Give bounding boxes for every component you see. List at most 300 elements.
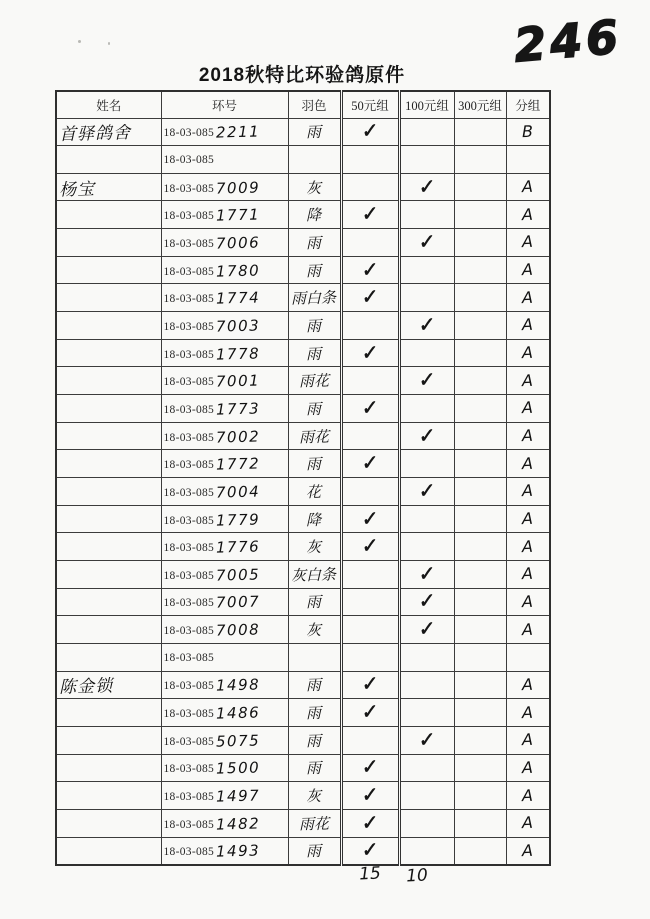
checkmark-50yuan: ✓ — [361, 396, 379, 420]
name-cell — [56, 450, 161, 478]
name-cell — [56, 422, 161, 450]
ring-prefix-printed: 18-03-085 — [163, 486, 215, 499]
feather-color-cell — [288, 173, 341, 201]
checkmark-50yuan: ✓ — [361, 839, 379, 863]
feather-handwritten: 雨 — [306, 123, 322, 142]
group-300yuan-cell — [454, 837, 506, 865]
ring-cell — [161, 809, 288, 837]
feather-color-cell — [288, 782, 341, 810]
feather-handwritten: 雨花 — [298, 427, 330, 446]
checkmark-50yuan: ✓ — [361, 701, 379, 725]
ring-cell — [161, 312, 288, 340]
checkmark-100yuan: ✓ — [418, 424, 436, 448]
feather-color-cell — [288, 478, 341, 506]
group-50yuan-cell — [341, 173, 399, 201]
feather-color-cell — [288, 754, 341, 782]
feather-color-cell — [288, 699, 341, 727]
group-300yuan-cell — [454, 339, 506, 367]
ring-suffix-handwritten: 1500 — [215, 758, 261, 778]
group-letter-handwritten: A — [522, 425, 534, 446]
group-50yuan-cell — [341, 809, 399, 837]
group-100yuan-cell — [399, 505, 454, 533]
ring-prefix-printed: 18-03-085 — [163, 154, 215, 167]
feather-color-cell — [288, 284, 341, 312]
group-100yuan-cell — [399, 201, 454, 229]
group-300yuan-cell — [454, 256, 506, 284]
ring-cell — [161, 561, 288, 589]
name-cell — [56, 505, 161, 533]
group-letter-handwritten: A — [522, 259, 534, 280]
feather-handwritten: 雨 — [306, 399, 322, 419]
ring-prefix-printed: 18-03-085 — [163, 708, 215, 721]
feather-color-cell — [288, 505, 341, 533]
ring-suffix-handwritten: 1779 — [215, 509, 261, 530]
group-letter-cell — [506, 809, 550, 837]
group-letter-handwritten: A — [522, 813, 534, 833]
ring-cell — [161, 229, 288, 257]
table-row — [56, 782, 550, 810]
feather-color-cell — [288, 616, 341, 644]
group-50yuan-cell — [341, 312, 399, 340]
ring-prefix-printed: 18-03-085 — [163, 625, 215, 638]
table-row — [56, 367, 550, 395]
name-cell — [56, 173, 161, 201]
group-300yuan-cell — [454, 367, 506, 395]
group-letter-cell — [506, 782, 550, 810]
name-cell — [56, 643, 161, 671]
feather-handwritten: 灰 — [306, 178, 322, 197]
checkmark-50yuan: ✓ — [361, 535, 379, 559]
feather-handwritten: 雨花 — [298, 814, 330, 834]
header-100yuan: 100元组 — [399, 91, 454, 118]
group-300yuan-cell — [454, 146, 506, 174]
group-50yuan-cell — [341, 146, 399, 174]
table-row — [56, 699, 550, 727]
group-letter-handwritten: A — [522, 536, 534, 556]
ring-cell — [161, 395, 288, 423]
table-row — [56, 726, 550, 754]
ring-cell — [161, 616, 288, 644]
group-letter-cell — [506, 699, 550, 727]
group-letter-cell — [506, 367, 550, 395]
ring-suffix-handwritten: 7007 — [215, 592, 261, 613]
group-50yuan-cell — [341, 422, 399, 450]
feather-color-cell — [288, 588, 341, 616]
ring-cell — [161, 146, 288, 174]
group-letter-cell — [506, 561, 550, 589]
ring-cell — [161, 671, 288, 699]
group-100yuan-cell — [399, 561, 454, 589]
feather-handwritten: 雨 — [306, 344, 322, 363]
group-300yuan-cell — [454, 699, 506, 727]
group-letter-cell — [506, 533, 550, 561]
table-row — [56, 809, 550, 837]
name-cell — [56, 256, 161, 284]
feather-handwritten: 雨白条 — [291, 288, 337, 308]
feather-handwritten: 雨 — [306, 316, 322, 336]
ring-prefix-printed: 18-03-085 — [163, 237, 215, 250]
group-50yuan-cell — [341, 256, 399, 284]
group-50yuan-cell — [341, 782, 399, 810]
checkmark-100yuan: ✓ — [418, 562, 436, 586]
name-cell — [56, 782, 161, 810]
table-row — [56, 561, 550, 589]
ring-prefix-printed: 18-03-085 — [163, 818, 215, 831]
group-300yuan-cell — [454, 201, 506, 229]
name-cell — [56, 118, 161, 146]
name-cell — [56, 561, 161, 589]
ring-suffix-handwritten: 1771 — [215, 205, 261, 225]
checkmark-100yuan: ✓ — [418, 479, 436, 503]
checkmark-100yuan: ✓ — [418, 313, 436, 337]
ring-suffix-handwritten: 1778 — [215, 344, 261, 364]
ring-prefix-printed: 18-03-085 — [163, 597, 215, 610]
group-letter-handwritten: A — [522, 398, 534, 418]
group-letter-cell — [506, 284, 550, 312]
feather-color-cell — [288, 312, 341, 340]
name-cell — [56, 837, 161, 865]
ring-prefix-printed: 18-03-085 — [163, 210, 215, 223]
group-300yuan-cell — [454, 726, 506, 754]
ring-cell — [161, 256, 288, 284]
group-letter-cell — [506, 256, 550, 284]
group-letter-handwritten: A — [522, 342, 534, 363]
ring-prefix-printed: 18-03-085 — [163, 376, 215, 389]
name-cell — [56, 395, 161, 423]
ring-cell — [161, 367, 288, 395]
ring-suffix-handwritten: 2211 — [215, 122, 261, 142]
name-cell — [56, 312, 161, 340]
feather-handwritten: 雨 — [306, 731, 322, 750]
group-letter-handwritten: A — [522, 287, 534, 307]
checkmark-100yuan: ✓ — [418, 618, 436, 642]
header-group: 分组 — [506, 91, 550, 118]
ring-suffix-handwritten: 5075 — [215, 731, 261, 751]
feather-color-cell — [288, 726, 341, 754]
header-feather: 羽色 — [288, 91, 341, 118]
ring-prefix-printed: 18-03-085 — [163, 320, 215, 333]
feather-handwritten: 雨 — [306, 593, 322, 612]
group-100yuan-cell — [399, 339, 454, 367]
group-letter-cell — [506, 726, 550, 754]
checkmark-50yuan: ✓ — [361, 452, 379, 476]
group-300yuan-cell — [454, 505, 506, 533]
group-letter-handwritten: B — [522, 121, 534, 141]
table-row — [56, 395, 550, 423]
group-letter-cell — [506, 173, 550, 201]
ring-cell — [161, 450, 288, 478]
feather-handwritten: 雨 — [306, 703, 322, 723]
feather-handwritten: 雨花 — [298, 371, 330, 391]
group-50yuan-cell — [341, 726, 399, 754]
group-300yuan-cell — [454, 450, 506, 478]
header-ring: 环号 — [161, 91, 288, 118]
ring-cell — [161, 643, 288, 671]
table-row — [56, 173, 550, 201]
ring-prefix-printed: 18-03-085 — [163, 735, 215, 748]
feather-color-cell — [288, 395, 341, 423]
ring-cell — [161, 339, 288, 367]
ring-suffix-handwritten: 1498 — [215, 675, 261, 696]
ring-suffix-handwritten: 1482 — [215, 814, 261, 834]
ring-prefix-printed: 18-03-085 — [163, 652, 215, 665]
ring-suffix-handwritten: 7005 — [215, 565, 261, 585]
ring-prefix-printed: 18-03-085 — [163, 514, 215, 527]
ring-prefix-printed: 18-03-085 — [163, 182, 215, 195]
name-cell — [56, 588, 161, 616]
table-row — [56, 616, 550, 644]
group-letter-handwritten: A — [522, 564, 534, 584]
group-50yuan-cell — [341, 754, 399, 782]
group-100yuan-cell — [399, 671, 454, 699]
group-letter-cell — [506, 422, 550, 450]
handwritten-100yuan-total: 10 — [405, 865, 429, 887]
checkmark-50yuan: ✓ — [361, 756, 379, 780]
ring-prefix-printed: 18-03-085 — [163, 680, 215, 693]
name-handwritten: 首驿鸽舍 — [58, 123, 132, 146]
handwritten-page-number: 246 — [511, 9, 625, 73]
ring-cell — [161, 588, 288, 616]
feather-handwritten: 雨 — [306, 841, 322, 861]
ring-prefix-printed: 18-03-085 — [163, 763, 215, 776]
ring-suffix-handwritten: 1776 — [215, 537, 261, 557]
feather-handwritten: 雨 — [306, 261, 322, 280]
ring-cell — [161, 782, 288, 810]
ring-suffix-handwritten: 1497 — [215, 786, 261, 806]
ring-cell — [161, 118, 288, 146]
ring-prefix-printed: 18-03-085 — [163, 846, 215, 859]
feather-handwritten: 雨 — [306, 759, 322, 778]
handwritten-50yuan-total: 15 — [358, 863, 382, 885]
table-row — [56, 284, 550, 312]
group-50yuan-cell — [341, 229, 399, 257]
ring-cell — [161, 173, 288, 201]
checkmark-50yuan: ✓ — [361, 258, 379, 282]
group-letter-handwritten: A — [522, 370, 534, 390]
ring-cell — [161, 533, 288, 561]
ring-cell — [161, 699, 288, 727]
ring-suffix-handwritten: 7009 — [215, 178, 261, 198]
group-50yuan-cell — [341, 450, 399, 478]
ring-prefix-printed: 18-03-085 — [163, 542, 215, 555]
ring-prefix-printed: 18-03-085 — [163, 348, 215, 361]
group-letter-handwritten: A — [522, 232, 534, 252]
group-letter-handwritten: A — [522, 204, 534, 224]
group-50yuan-cell — [341, 533, 399, 561]
checkmark-100yuan: ✓ — [418, 590, 436, 614]
group-100yuan-cell — [399, 312, 454, 340]
group-300yuan-cell — [454, 588, 506, 616]
ring-suffix-handwritten: 1780 — [215, 261, 261, 281]
group-50yuan-cell — [341, 395, 399, 423]
feather-handwritten: 灰 — [306, 786, 322, 806]
ring-suffix-handwritten: 7003 — [215, 316, 261, 336]
group-letter-handwritten: A — [522, 785, 534, 805]
group-300yuan-cell — [454, 561, 506, 589]
group-100yuan-cell — [399, 726, 454, 754]
ring-cell — [161, 422, 288, 450]
group-letter-handwritten: A — [522, 315, 534, 335]
feather-color-cell — [288, 643, 341, 671]
group-100yuan-cell — [399, 173, 454, 201]
ring-prefix-printed: 18-03-085 — [163, 293, 215, 306]
feather-handwritten: 灰白条 — [291, 565, 337, 585]
feather-handwritten: 灰 — [306, 620, 322, 640]
group-50yuan-cell — [341, 339, 399, 367]
group-100yuan-cell — [399, 367, 454, 395]
feather-handwritten: 雨 — [306, 676, 322, 695]
header-50yuan: 50元组 — [341, 91, 399, 118]
group-50yuan-cell — [341, 837, 399, 865]
table-row — [56, 256, 550, 284]
group-100yuan-cell — [399, 422, 454, 450]
header-name: 姓名 — [56, 91, 161, 118]
group-300yuan-cell — [454, 671, 506, 699]
checkmark-50yuan: ✓ — [361, 341, 379, 365]
group-letter-cell — [506, 339, 550, 367]
group-100yuan-cell — [399, 256, 454, 284]
group-50yuan-cell — [341, 505, 399, 533]
ring-prefix-printed: 18-03-085 — [163, 127, 215, 140]
feather-color-cell — [288, 837, 341, 865]
feather-color-cell — [288, 367, 341, 395]
feather-color-cell — [288, 671, 341, 699]
group-100yuan-cell — [399, 118, 454, 146]
ring-suffix-handwritten: 1493 — [215, 841, 261, 861]
checkmark-50yuan: ✓ — [361, 120, 379, 144]
feather-color-cell — [288, 339, 341, 367]
feather-color-cell — [288, 256, 341, 284]
feather-color-cell — [288, 146, 341, 174]
group-100yuan-cell — [399, 229, 454, 257]
group-300yuan-cell — [454, 754, 506, 782]
group-100yuan-cell — [399, 699, 454, 727]
group-letter-cell — [506, 312, 550, 340]
group-letter-handwritten: A — [522, 591, 534, 612]
table-row — [56, 837, 550, 865]
feather-handwritten: 雨 — [306, 233, 322, 253]
name-cell — [56, 616, 161, 644]
table-row — [56, 118, 550, 146]
group-300yuan-cell — [454, 229, 506, 257]
group-letter-cell — [506, 201, 550, 229]
table-row — [56, 671, 550, 699]
table-row — [56, 450, 550, 478]
verification-table — [55, 90, 551, 866]
checkmark-50yuan: ✓ — [361, 673, 379, 697]
table-row — [56, 478, 550, 506]
feather-color-cell — [288, 809, 341, 837]
name-cell — [56, 339, 161, 367]
ring-suffix-handwritten: 1774 — [215, 288, 261, 308]
ring-suffix-handwritten: 7006 — [215, 233, 261, 253]
ring-prefix-printed: 18-03-085 — [163, 431, 215, 444]
group-50yuan-cell — [341, 588, 399, 616]
header-row — [56, 91, 550, 118]
group-50yuan-cell — [341, 643, 399, 671]
ring-suffix-handwritten: 1773 — [215, 399, 261, 419]
feather-handwritten: 降 — [306, 206, 322, 225]
feather-handwritten: 雨 — [306, 455, 322, 474]
group-letter-cell — [506, 146, 550, 174]
group-100yuan-cell — [399, 809, 454, 837]
group-letter-cell — [506, 671, 550, 699]
group-50yuan-cell — [341, 671, 399, 699]
group-300yuan-cell — [454, 173, 506, 201]
name-handwritten: 陈金锁 — [58, 676, 114, 699]
document-title: 2018秋特比环验鸽原件 — [198, 65, 406, 86]
name-cell — [56, 478, 161, 506]
group-300yuan-cell — [454, 643, 506, 671]
feather-color-cell — [288, 229, 341, 257]
ring-cell — [161, 201, 288, 229]
group-300yuan-cell — [454, 395, 506, 423]
feather-color-cell — [288, 561, 341, 589]
ring-cell — [161, 754, 288, 782]
group-300yuan-cell — [454, 782, 506, 810]
ring-cell — [161, 726, 288, 754]
table-row — [56, 588, 550, 616]
group-50yuan-cell — [341, 367, 399, 395]
table-row — [56, 229, 550, 257]
group-50yuan-cell — [341, 478, 399, 506]
scan-speck — [108, 42, 110, 45]
group-100yuan-cell — [399, 533, 454, 561]
group-letter-cell — [506, 229, 550, 257]
feather-color-cell — [288, 533, 341, 561]
name-handwritten: 杨宝 — [58, 179, 96, 201]
table-row — [56, 312, 550, 340]
ring-suffix-handwritten: 1772 — [215, 454, 261, 474]
group-letter-handwritten: A — [522, 619, 534, 639]
group-50yuan-cell — [341, 284, 399, 312]
ring-cell — [161, 478, 288, 506]
table-row — [56, 533, 550, 561]
group-letter-cell — [506, 395, 550, 423]
table-header — [56, 91, 550, 118]
group-letter-cell — [506, 643, 550, 671]
checkmark-50yuan: ✓ — [361, 203, 379, 227]
group-50yuan-cell — [341, 118, 399, 146]
group-letter-cell — [506, 754, 550, 782]
group-300yuan-cell — [454, 422, 506, 450]
group-letter-handwritten: A — [522, 757, 534, 778]
ring-suffix-handwritten: 1486 — [215, 703, 261, 723]
group-100yuan-cell — [399, 146, 454, 174]
feather-handwritten: 灰 — [306, 537, 322, 557]
ring-prefix-printed: 18-03-085 — [163, 265, 215, 278]
group-letter-handwritten: A — [522, 702, 534, 722]
name-cell — [56, 671, 161, 699]
group-100yuan-cell — [399, 588, 454, 616]
checkmark-100yuan: ✓ — [418, 369, 436, 393]
name-cell — [56, 367, 161, 395]
group-letter-handwritten: A — [522, 453, 534, 473]
ring-suffix-handwritten: 7004 — [215, 482, 261, 502]
group-100yuan-cell — [399, 478, 454, 506]
checkmark-50yuan: ✓ — [361, 286, 379, 310]
group-letter-cell — [506, 450, 550, 478]
table-row — [56, 422, 550, 450]
group-50yuan-cell — [341, 699, 399, 727]
group-100yuan-cell — [399, 754, 454, 782]
table-row — [56, 146, 550, 174]
feather-color-cell — [288, 422, 341, 450]
feather-color-cell — [288, 118, 341, 146]
ring-prefix-printed: 18-03-085 — [163, 569, 215, 582]
group-100yuan-cell — [399, 450, 454, 478]
group-100yuan-cell — [399, 643, 454, 671]
